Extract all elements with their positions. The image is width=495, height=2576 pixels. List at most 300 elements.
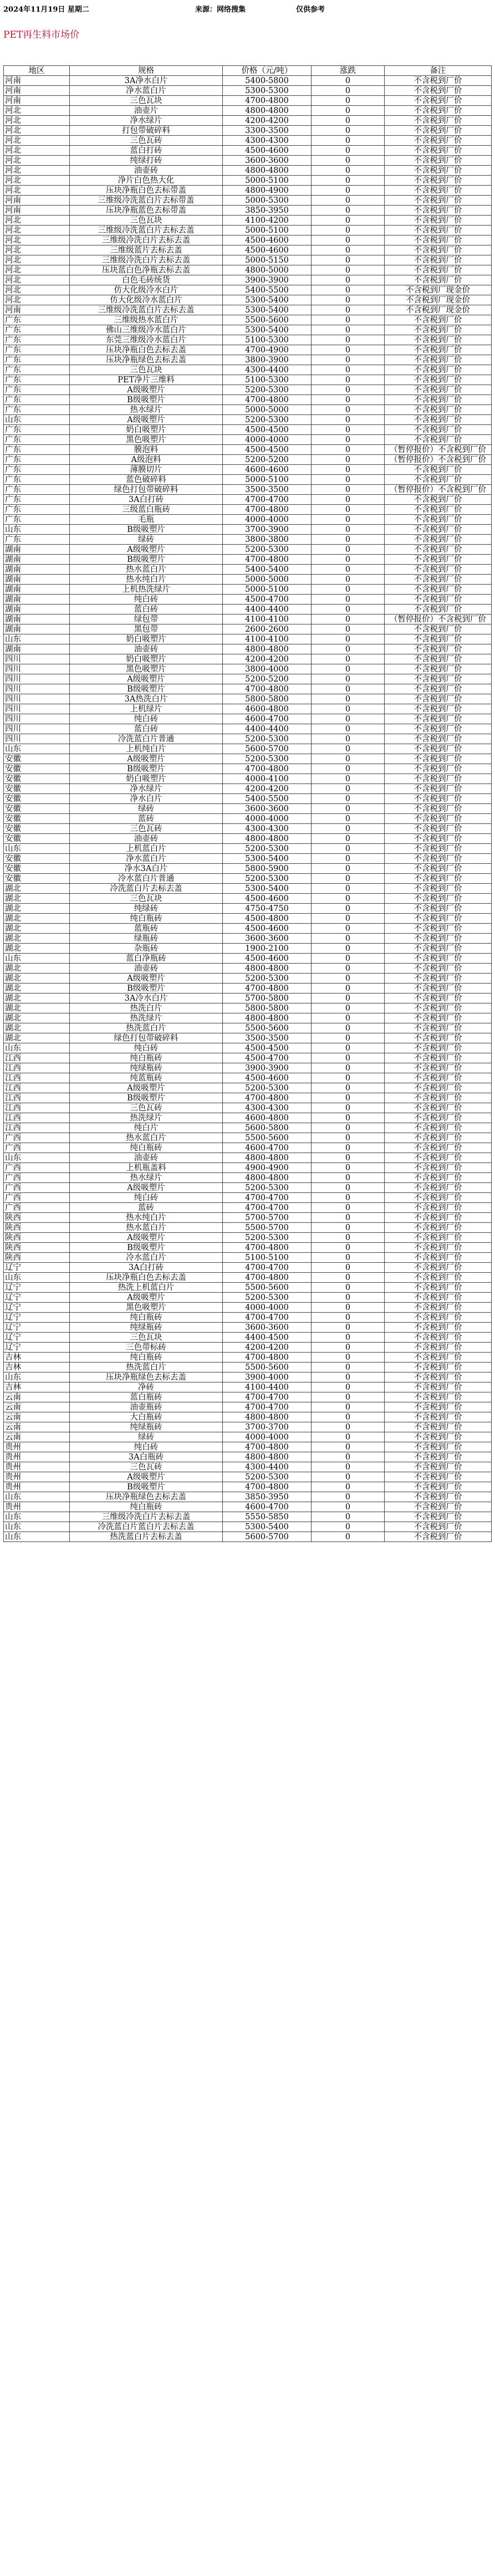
cell-change: 0 bbox=[312, 395, 385, 405]
cell-region: 山东 bbox=[4, 1372, 70, 1382]
table-row bbox=[4, 974, 492, 984]
cell-note: 不含税到厂价 bbox=[385, 1053, 492, 1063]
cell-spec: A级吸塑片 bbox=[70, 545, 223, 555]
cell-price: 5000-5000 bbox=[223, 405, 312, 415]
cell-spec: 压块净瓶绿色去标去盖 bbox=[70, 355, 223, 365]
cell-region: 江西 bbox=[4, 1123, 70, 1133]
cell-spec: 蓝白打砖 bbox=[70, 146, 223, 156]
cell-spec: 奶白吸塑片 bbox=[70, 654, 223, 664]
cell-region: 广东 bbox=[4, 495, 70, 505]
cell-price: 5300-5400 bbox=[223, 1522, 312, 1532]
cell-price: 4600-4700 bbox=[223, 1143, 312, 1153]
cell-spec: 3A冷水白片 bbox=[70, 993, 223, 1003]
cell-price: 3800-3900 bbox=[223, 355, 312, 365]
cell-price: 5400-5400 bbox=[223, 565, 312, 575]
cell-price: 4800-4900 bbox=[223, 186, 312, 196]
cell-note: 不含税到厂价 bbox=[385, 1183, 492, 1193]
cell-price: 5200-5300 bbox=[223, 1083, 312, 1093]
cell-price: 4700-4900 bbox=[223, 345, 312, 355]
cell-note: （暂停报价）不含税到厂价 bbox=[385, 614, 492, 624]
cell-price: 4100-4200 bbox=[223, 216, 312, 226]
cell-region: 安徽 bbox=[4, 754, 70, 764]
cell-change: 0 bbox=[312, 1273, 385, 1283]
cell-spec: 热洗绿片 bbox=[70, 1113, 223, 1123]
table-row bbox=[4, 1422, 492, 1432]
cell-region: 山东 bbox=[4, 1273, 70, 1283]
cell-price: 5200-5200 bbox=[223, 455, 312, 465]
table-row bbox=[4, 914, 492, 924]
cell-spec: 压块净瓶绿色去标去盖 bbox=[70, 1492, 223, 1502]
cell-region: 云南 bbox=[4, 1422, 70, 1432]
cell-note: 不含税到厂价 bbox=[385, 1452, 492, 1462]
cell-note: 不含税到厂价 bbox=[385, 1293, 492, 1303]
cell-spec: 三维级冷洗蓝白片去标带盖 bbox=[70, 196, 223, 206]
cell-region: 广东 bbox=[4, 425, 70, 435]
cell-note: 不含税到厂价 bbox=[385, 1303, 492, 1313]
table-row bbox=[4, 565, 492, 575]
table-row bbox=[4, 355, 492, 365]
cell-spec: 纯白砖 bbox=[70, 714, 223, 724]
cell-note: 不含税到厂价 bbox=[385, 1013, 492, 1023]
cell-region: 云南 bbox=[4, 1402, 70, 1412]
table-row bbox=[4, 644, 492, 654]
cell-spec: 油壶瓶砖 bbox=[70, 1402, 223, 1412]
cell-price: 5300-5300 bbox=[223, 86, 312, 96]
table-row bbox=[4, 136, 492, 146]
cell-spec: 热洗蓝白片 bbox=[70, 1023, 223, 1033]
cell-spec: 热洗蓝白片 bbox=[70, 1363, 223, 1372]
table-row bbox=[4, 854, 492, 864]
cell-price: 4500-4600 bbox=[223, 894, 312, 904]
cell-spec: 蓝瓶砖 bbox=[70, 924, 223, 934]
cell-change: 0 bbox=[312, 1432, 385, 1442]
cell-spec: 奶白吸塑片 bbox=[70, 774, 223, 784]
cell-change: 0 bbox=[312, 255, 385, 265]
cell-spec: 油壶砖 bbox=[70, 964, 223, 974]
cell-spec: 3A白打砖 bbox=[70, 1263, 223, 1273]
cell-spec: 压块净瓶蓝色去标带盖 bbox=[70, 206, 223, 216]
cell-price: 4800-4800 bbox=[223, 834, 312, 844]
cell-region: 山东 bbox=[4, 1492, 70, 1502]
cell-change: 0 bbox=[312, 1123, 385, 1133]
cell-price: 4750-4750 bbox=[223, 904, 312, 914]
cell-region: 山东 bbox=[4, 1532, 70, 1542]
cell-note: 不含税到厂价 bbox=[385, 1363, 492, 1372]
cell-change: 0 bbox=[312, 515, 385, 525]
cell-price: 4500-4600 bbox=[223, 954, 312, 964]
column-header-change: 涨跌 bbox=[312, 66, 385, 76]
cell-price: 4500-4600 bbox=[223, 245, 312, 255]
cell-region: 广东 bbox=[4, 445, 70, 455]
cell-spec: 纯白瓶砖 bbox=[70, 1313, 223, 1323]
cell-region: 湖南 bbox=[4, 644, 70, 654]
cell-region: 湖北 bbox=[4, 1013, 70, 1023]
cell-region: 陕西 bbox=[4, 1213, 70, 1223]
table-row bbox=[4, 654, 492, 664]
cell-price: 5200-5300 bbox=[223, 974, 312, 984]
cell-spec: 杂瓶砖 bbox=[70, 944, 223, 954]
cell-note: 不含税到厂价 bbox=[385, 1203, 492, 1213]
table-row bbox=[4, 824, 492, 834]
cell-change: 0 bbox=[312, 1133, 385, 1143]
table-row bbox=[4, 285, 492, 295]
cell-spec: PET净片三维料 bbox=[70, 375, 223, 385]
cell-note: 不含税到厂价 bbox=[385, 744, 492, 754]
cell-price: 5400-5500 bbox=[223, 794, 312, 804]
cell-spec: 压块净瓶绿色去标去盖 bbox=[70, 1372, 223, 1382]
cell-note: 不含税到厂价 bbox=[385, 1173, 492, 1183]
cell-price: 5800-5800 bbox=[223, 694, 312, 704]
cell-change: 0 bbox=[312, 984, 385, 993]
cell-price: 4400-4500 bbox=[223, 1333, 312, 1343]
cell-note: 不含税到厂价 bbox=[385, 405, 492, 415]
cell-spec: A级吸塑片 bbox=[70, 754, 223, 764]
cell-change: 0 bbox=[312, 644, 385, 654]
cell-price: 4500-4800 bbox=[223, 914, 312, 924]
table-row bbox=[4, 525, 492, 535]
cell-region: 广东 bbox=[4, 465, 70, 475]
cell-spec: 上机瓶盖料 bbox=[70, 1163, 223, 1173]
cell-price: 4700-4800 bbox=[223, 1273, 312, 1283]
cell-spec: 黑包带 bbox=[70, 624, 223, 634]
table-row bbox=[4, 1063, 492, 1073]
cell-region: 四川 bbox=[4, 674, 70, 684]
cell-change: 0 bbox=[312, 385, 385, 395]
cell-change: 0 bbox=[312, 1093, 385, 1103]
table-row bbox=[4, 445, 492, 455]
table-row bbox=[4, 216, 492, 226]
cell-region: 安徽 bbox=[4, 814, 70, 824]
cell-price: 4600-4700 bbox=[223, 1502, 312, 1512]
cell-region: 山东 bbox=[4, 1522, 70, 1532]
cell-note: 不含税到厂价 bbox=[385, 1103, 492, 1113]
cell-spec: 纯绿打砖 bbox=[70, 156, 223, 166]
table-row bbox=[4, 1303, 492, 1313]
cell-note: 不含税到厂价 bbox=[385, 76, 492, 86]
table-row bbox=[4, 1123, 492, 1133]
table-row bbox=[4, 1273, 492, 1283]
cell-note: 不含税到厂价 bbox=[385, 575, 492, 585]
cell-change: 0 bbox=[312, 954, 385, 964]
cell-price: 4200-4200 bbox=[223, 1343, 312, 1353]
cell-price: 4100-4100 bbox=[223, 634, 312, 644]
cell-note: 不含税到厂价 bbox=[385, 1472, 492, 1482]
cell-region: 贵州 bbox=[4, 1502, 70, 1512]
cell-price: 4000-4100 bbox=[223, 774, 312, 784]
cell-note: 不含税到厂价 bbox=[385, 1273, 492, 1283]
cell-region: 贵州 bbox=[4, 1452, 70, 1462]
cell-region: 湖北 bbox=[4, 884, 70, 894]
cell-price: 5700-5700 bbox=[223, 1213, 312, 1223]
cell-price: 4500-4600 bbox=[223, 235, 312, 245]
cell-region: 四川 bbox=[4, 704, 70, 714]
cell-note: 不含税到厂价 bbox=[385, 824, 492, 834]
cell-note: 不含税到厂价 bbox=[385, 1372, 492, 1382]
cell-region: 四川 bbox=[4, 714, 70, 724]
cell-change: 0 bbox=[312, 1263, 385, 1273]
cell-region: 山东 bbox=[4, 415, 70, 425]
cell-change: 0 bbox=[312, 535, 385, 545]
cell-spec: 油壶砖 bbox=[70, 166, 223, 176]
cell-change: 0 bbox=[312, 445, 385, 455]
cell-spec: 蓝白瓶砖 bbox=[70, 1392, 223, 1402]
header-bar bbox=[3, 3, 491, 14]
cell-price: 4700-4800 bbox=[223, 1442, 312, 1452]
cell-price: 4700-4700 bbox=[223, 495, 312, 505]
cell-region: 陕西 bbox=[4, 1233, 70, 1243]
cell-change: 0 bbox=[312, 884, 385, 894]
table-row bbox=[4, 405, 492, 415]
cell-region: 河南 bbox=[4, 96, 70, 106]
cell-region: 辽宁 bbox=[4, 1263, 70, 1273]
cell-price: 4100-4400 bbox=[223, 1382, 312, 1392]
cell-change: 0 bbox=[312, 1412, 385, 1422]
cell-change: 0 bbox=[312, 1372, 385, 1382]
cell-note: 不含税到厂价 bbox=[385, 265, 492, 275]
cell-region: 湖南 bbox=[4, 585, 70, 595]
cell-change: 0 bbox=[312, 126, 385, 136]
cell-region: 广西 bbox=[4, 1193, 70, 1203]
table-row bbox=[4, 674, 492, 684]
cell-change: 0 bbox=[312, 1003, 385, 1013]
cell-spec: 纯白砖 bbox=[70, 1193, 223, 1203]
table-row bbox=[4, 305, 492, 315]
table-row bbox=[4, 1093, 492, 1103]
cell-price: 5000-5100 bbox=[223, 176, 312, 186]
cell-change: 0 bbox=[312, 704, 385, 714]
cell-region: 四川 bbox=[4, 734, 70, 744]
cell-price: 5400-5800 bbox=[223, 76, 312, 86]
cell-spec: 佛山三维级冷水蓝白片 bbox=[70, 325, 223, 335]
cell-price: 5600-5700 bbox=[223, 744, 312, 754]
cell-note: 不含税到厂价 bbox=[385, 894, 492, 904]
table-row bbox=[4, 784, 492, 794]
cell-price: 5300-5400 bbox=[223, 325, 312, 335]
column-header-spec: 规格 bbox=[70, 66, 223, 76]
cell-note: 不含税到厂现金价 bbox=[385, 295, 492, 305]
cell-price: 5000-5150 bbox=[223, 255, 312, 265]
cell-note: 不含税到厂价 bbox=[385, 365, 492, 375]
cell-change: 0 bbox=[312, 1193, 385, 1203]
cell-note: 不含税到厂价 bbox=[385, 1492, 492, 1502]
cell-change: 0 bbox=[312, 724, 385, 734]
cell-price: 5400-5500 bbox=[223, 285, 312, 295]
cell-change: 0 bbox=[312, 894, 385, 904]
cell-price: 4500-4500 bbox=[223, 1043, 312, 1053]
cell-change: 0 bbox=[312, 784, 385, 794]
cell-price: 4700-4700 bbox=[223, 1392, 312, 1402]
cell-region: 云南 bbox=[4, 1412, 70, 1422]
cell-change: 0 bbox=[312, 265, 385, 275]
cell-change: 0 bbox=[312, 405, 385, 415]
cell-price: 4800-4800 bbox=[223, 166, 312, 176]
cell-change: 0 bbox=[312, 764, 385, 774]
table-row bbox=[4, 495, 492, 505]
table-row bbox=[4, 96, 492, 106]
cell-region: 安徽 bbox=[4, 874, 70, 884]
cell-spec: 净水3A白片 bbox=[70, 864, 223, 874]
table-row bbox=[4, 1183, 492, 1193]
cell-note: 不含税到厂价 bbox=[385, 176, 492, 186]
cell-price: 5200-5300 bbox=[223, 385, 312, 395]
cell-spec: 绿砖 bbox=[70, 1432, 223, 1442]
cell-spec: 热水绿片 bbox=[70, 1173, 223, 1183]
cell-spec: 三维级冷洗白片去标去盖 bbox=[70, 1512, 223, 1522]
cell-note: 不含税到厂价 bbox=[385, 934, 492, 944]
cell-region: 四川 bbox=[4, 654, 70, 664]
cell-change: 0 bbox=[312, 1253, 385, 1263]
cell-price: 4000-4000 bbox=[223, 1432, 312, 1442]
cell-note: 不含税到厂价 bbox=[385, 156, 492, 166]
table-row bbox=[4, 106, 492, 116]
report-date: 2024年11月19日 星期二 bbox=[3, 6, 89, 14]
cell-price: 5300-5400 bbox=[223, 305, 312, 315]
cell-note: 不含税到厂价 bbox=[385, 864, 492, 874]
cell-spec: 打包带破碎料 bbox=[70, 126, 223, 136]
cell-region: 四川 bbox=[4, 664, 70, 674]
cell-region: 安徽 bbox=[4, 764, 70, 774]
cell-region: 湖南 bbox=[4, 555, 70, 565]
cell-price: 4000-4000 bbox=[223, 814, 312, 824]
cell-region: 辽宁 bbox=[4, 1343, 70, 1353]
cell-region: 湖北 bbox=[4, 1003, 70, 1013]
cell-spec: 蓝白砖 bbox=[70, 605, 223, 614]
cell-change: 0 bbox=[312, 1402, 385, 1412]
cell-region: 广东 bbox=[4, 355, 70, 365]
cell-region: 广东 bbox=[4, 395, 70, 405]
cell-spec: 纯白片 bbox=[70, 1123, 223, 1133]
cell-price: 4700-4800 bbox=[223, 1353, 312, 1363]
cell-region: 安徽 bbox=[4, 854, 70, 864]
table-row bbox=[4, 295, 492, 305]
cell-change: 0 bbox=[312, 505, 385, 515]
cell-spec: 蓝白净瓶砖 bbox=[70, 954, 223, 964]
cell-price: 5000-5000 bbox=[223, 575, 312, 585]
table-row bbox=[4, 834, 492, 844]
cell-region: 安徽 bbox=[4, 784, 70, 794]
cell-region: 广东 bbox=[4, 365, 70, 375]
cell-region: 云南 bbox=[4, 1432, 70, 1442]
cell-note: 不含税到厂现金价 bbox=[385, 305, 492, 315]
cell-note: 不含税到厂价 bbox=[385, 724, 492, 734]
cell-note: 不含税到厂价 bbox=[385, 1123, 492, 1133]
cell-note: 不含税到厂价 bbox=[385, 1502, 492, 1512]
cell-note: 不含税到厂价 bbox=[385, 734, 492, 744]
cell-region: 安徽 bbox=[4, 824, 70, 834]
cell-region: 广东 bbox=[4, 455, 70, 465]
cell-note: 不含税到厂价 bbox=[385, 385, 492, 395]
cell-change: 0 bbox=[312, 1363, 385, 1372]
cell-price: 5000-5100 bbox=[223, 226, 312, 235]
table-row bbox=[4, 1233, 492, 1243]
table-row bbox=[4, 1392, 492, 1402]
cell-price: 4500-4500 bbox=[223, 425, 312, 435]
table-row bbox=[4, 455, 492, 465]
cell-price: 4300-4300 bbox=[223, 824, 312, 834]
cell-change: 0 bbox=[312, 1213, 385, 1223]
page-title: PET再生料市场价 bbox=[3, 29, 80, 40]
cell-note: 不含税到厂价 bbox=[385, 844, 492, 854]
cell-spec: 热洗绿片 bbox=[70, 1013, 223, 1023]
table-row bbox=[4, 1333, 492, 1343]
cell-note: 不含税到厂价 bbox=[385, 116, 492, 126]
cell-price: 4300-4400 bbox=[223, 365, 312, 375]
cell-region: 江西 bbox=[4, 1113, 70, 1123]
table-row bbox=[4, 235, 492, 245]
cell-note: 不含税到厂价 bbox=[385, 624, 492, 634]
cell-note: 不含税到厂价 bbox=[385, 664, 492, 674]
table-row bbox=[4, 545, 492, 555]
cell-price: 3900-3900 bbox=[223, 1063, 312, 1073]
cell-spec: 热水蓝白片 bbox=[70, 565, 223, 575]
cell-region: 河北 bbox=[4, 156, 70, 166]
cell-note: 不含税到厂价 bbox=[385, 1382, 492, 1392]
table-row bbox=[4, 385, 492, 395]
cell-price: 3700-3700 bbox=[223, 1422, 312, 1432]
cell-change: 0 bbox=[312, 275, 385, 285]
cell-change: 0 bbox=[312, 694, 385, 704]
cell-price: 5000-5100 bbox=[223, 585, 312, 595]
cell-change: 0 bbox=[312, 585, 385, 595]
cell-region: 江西 bbox=[4, 1093, 70, 1103]
table-row bbox=[4, 76, 492, 86]
cell-price: 5800-5900 bbox=[223, 864, 312, 874]
cell-note: 不含税到厂价 bbox=[385, 245, 492, 255]
cell-change: 0 bbox=[312, 1013, 385, 1023]
cell-price: 4800-4800 bbox=[223, 964, 312, 974]
cell-region: 山东 bbox=[4, 1043, 70, 1053]
cell-price: 4200-4200 bbox=[223, 784, 312, 794]
cell-note: 不含税到厂价 bbox=[385, 275, 492, 285]
cell-change: 0 bbox=[312, 1113, 385, 1123]
cell-spec: 黑色吸塑片 bbox=[70, 1303, 223, 1313]
table-row bbox=[4, 1043, 492, 1053]
cell-region: 贵州 bbox=[4, 1482, 70, 1492]
cell-note: 不含税到厂价 bbox=[385, 475, 492, 485]
table-row bbox=[4, 485, 492, 495]
cell-price: 4700-4800 bbox=[223, 505, 312, 515]
cell-spec: 蓝砖 bbox=[70, 814, 223, 824]
cell-change: 0 bbox=[312, 1143, 385, 1153]
table-row bbox=[4, 624, 492, 634]
column-header-price: 价格（元/吨） bbox=[223, 66, 312, 76]
table-row bbox=[4, 126, 492, 136]
cell-spec: 油壶砖 bbox=[70, 834, 223, 844]
table-row bbox=[4, 1512, 492, 1522]
table-row bbox=[4, 335, 492, 345]
cell-price: 4400-4400 bbox=[223, 724, 312, 734]
table-row bbox=[4, 595, 492, 605]
cell-price: 4300-4300 bbox=[223, 136, 312, 146]
table-row bbox=[4, 1133, 492, 1143]
cell-note: 不含税到厂价 bbox=[385, 315, 492, 325]
cell-region: 湖北 bbox=[4, 944, 70, 954]
cell-spec: B级吸塑片 bbox=[70, 1482, 223, 1492]
cell-change: 0 bbox=[312, 226, 385, 235]
cell-change: 0 bbox=[312, 86, 385, 96]
cell-note: 不含税到厂价 bbox=[385, 1023, 492, 1033]
cell-spec: 3A白打砖 bbox=[70, 495, 223, 505]
table-row bbox=[4, 844, 492, 854]
cell-change: 0 bbox=[312, 854, 385, 864]
cell-note: 不含税到厂价 bbox=[385, 585, 492, 595]
cell-spec: 三维级冷洗蓝白片去标去盖 bbox=[70, 305, 223, 315]
cell-price: 5300-5400 bbox=[223, 295, 312, 305]
cell-change: 0 bbox=[312, 1482, 385, 1492]
cell-change: 0 bbox=[312, 186, 385, 196]
cell-note: 不含税到厂价 bbox=[385, 954, 492, 964]
cell-price: 5200-5300 bbox=[223, 844, 312, 854]
